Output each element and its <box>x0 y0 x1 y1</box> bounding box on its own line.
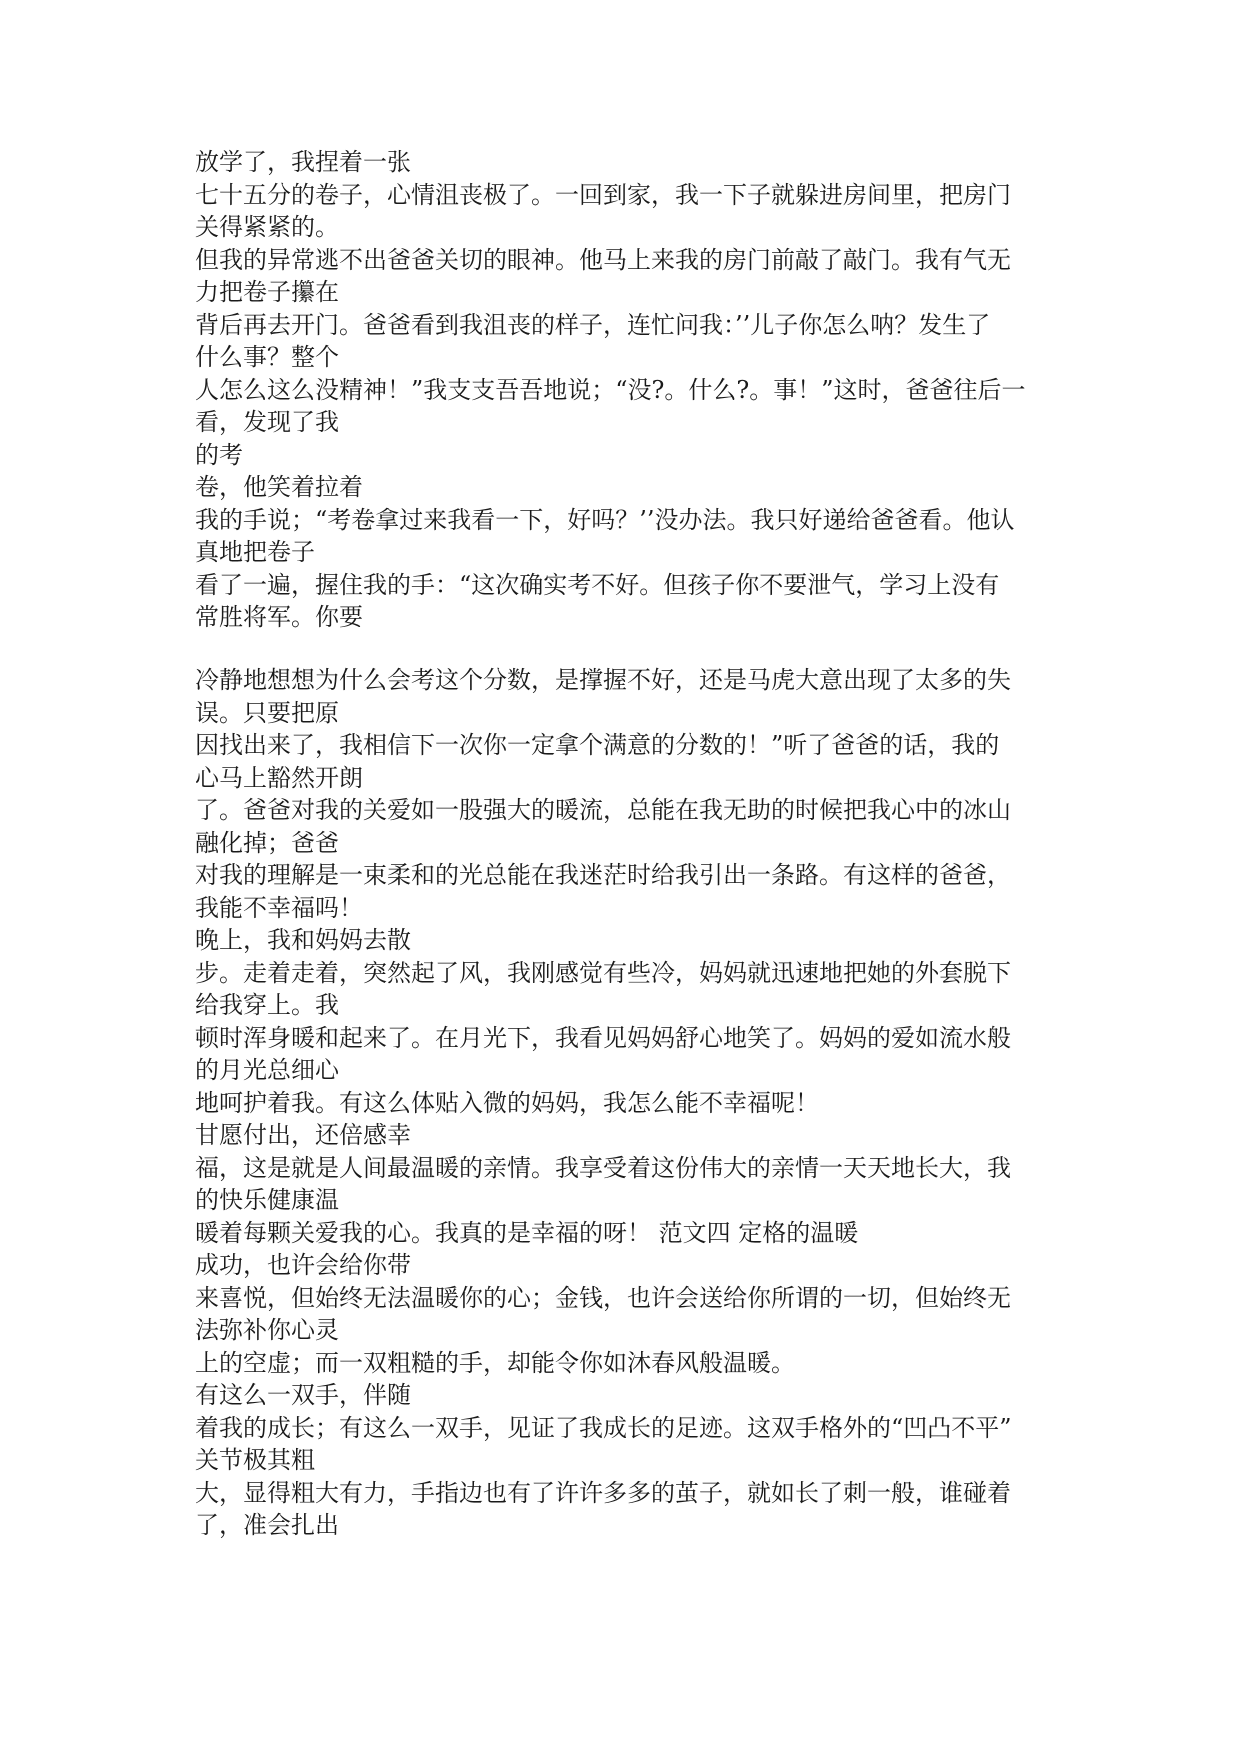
text-line: 有这么一双手，伴随 <box>195 1381 411 1409</box>
text-line: 真地把卷子 <box>195 538 315 566</box>
text-line: 晚上，我和妈妈去散 <box>195 926 411 954</box>
text-line: 来喜悦，但始终无法温暖你的心；金钱，也许会送给你所谓的一切，但始终无 <box>195 1283 1011 1312</box>
text-line: 力把卷子攥在 <box>195 278 339 306</box>
text-line: 什么事？整个 <box>195 343 339 371</box>
text-line: 了。爸爸对我的关爱如一股强大的暖流，总能在我无助的时候把我心中的冰山 <box>195 796 1011 824</box>
text-line: 的月光总细心 <box>195 1056 339 1084</box>
text-line: 甘愿付出，还倍感幸 <box>195 1121 411 1149</box>
text-line: 看，发现了我 <box>195 408 339 436</box>
text-line: 我的手说；“考卷拿过来我看一下，好吗？’’没办法。我只好递给爸爸看。他认 <box>195 505 1015 534</box>
text-line: 给我穿上。我 <box>195 991 339 1019</box>
text-line: 卷，他笑着拉着 <box>195 473 363 501</box>
text-line: 着我的成长；有这么一双手，见证了我成长的足迹。这双手格外的“凹凸不平” <box>195 1413 1012 1442</box>
text-line: 对我的理解是一束柔和的光总能在我迷茫时给我引出一条路。有这样的爸爸， <box>195 861 1011 889</box>
text-line: 步。走着走着，突然起了风，我刚感觉有些冷，妈妈就迅速地把她的外套脱下 <box>195 958 1011 987</box>
text-line: 看了一遍，握住我的手：“这次确实考不好。但孩子你不要泄气，学习上没有 <box>195 570 1000 599</box>
text-line: 成功，也许会给你带 <box>195 1251 411 1279</box>
text-line: 误。只要把原 <box>195 698 339 727</box>
text-line: 关得紧紧的。 <box>195 213 339 241</box>
text-line: 人怎么这么没精神！”我支支吾吾地说；“没?。什么?。事！”这时，爸爸往后一 <box>195 375 1026 404</box>
text-line: 我能不幸福吗！ <box>195 893 363 922</box>
text-line: 福，这是就是人间最温暖的亲情。我享受着这份伟大的亲情一天天地长大，我 <box>195 1153 1011 1182</box>
text-line: 地呵护着我。有这么体贴入微的妈妈，我怎么能不幸福呢！ <box>195 1088 819 1117</box>
text-line: 七十五分的卷子，心情沮丧极了。一回到家，我一下子就躲进房间里，把房门 <box>195 180 1011 209</box>
text-line: 大，显得粗大有力，手指边也有了许许多多的茧子，就如长了刺一般，谁碰着 <box>195 1478 1011 1507</box>
text-line: 暖着每颗关爱我的心。我真的是幸福的呀！ 范文四 定格的温暖 <box>195 1218 859 1247</box>
text-line: 常胜将军。你要 <box>195 603 363 631</box>
text-line: 背后再去开门。爸爸看到我沮丧的样子，连忙问我：’’儿子你怎么呐？发生了 <box>195 310 991 339</box>
text-block-1 <box>195 146 1051 634</box>
text-line: 了，准会扎出 <box>195 1511 339 1539</box>
text-line: 因找出来了，我相信下一次你一定拿个满意的分数的！”听了爸爸的话，我的 <box>195 731 1000 759</box>
text-line: 冷静地想想为什么会考这个分数，是撑握不好，还是马虎大意出现了太多的失 <box>195 666 1011 694</box>
text-line: 心马上豁然开朗 <box>195 763 363 792</box>
text-block-2 <box>195 664 1051 1542</box>
text-line: 关节极其粗 <box>195 1446 315 1474</box>
text-line: 放学了，我捏着一张 <box>195 148 411 176</box>
text-line: 顿时浑身暖和起来了。在月光下，我看见妈妈舒心地笑了。妈妈的爱如流水般 <box>195 1023 1011 1052</box>
text-line: 但我的异常逃不出爸爸关切的眼神。他马上来我的房门前敲了敲门。我有气无 <box>195 245 1011 274</box>
text-line: 的考 <box>195 440 243 469</box>
text-line: 上的空虚；而一双粗糙的手，却能令你如沐春风般温暖。 <box>195 1348 795 1377</box>
text-line: 的快乐健康温 <box>195 1186 339 1214</box>
text-line: 融化掉；爸爸 <box>195 828 339 857</box>
text-line: 法弥补你心灵 <box>195 1316 339 1344</box>
